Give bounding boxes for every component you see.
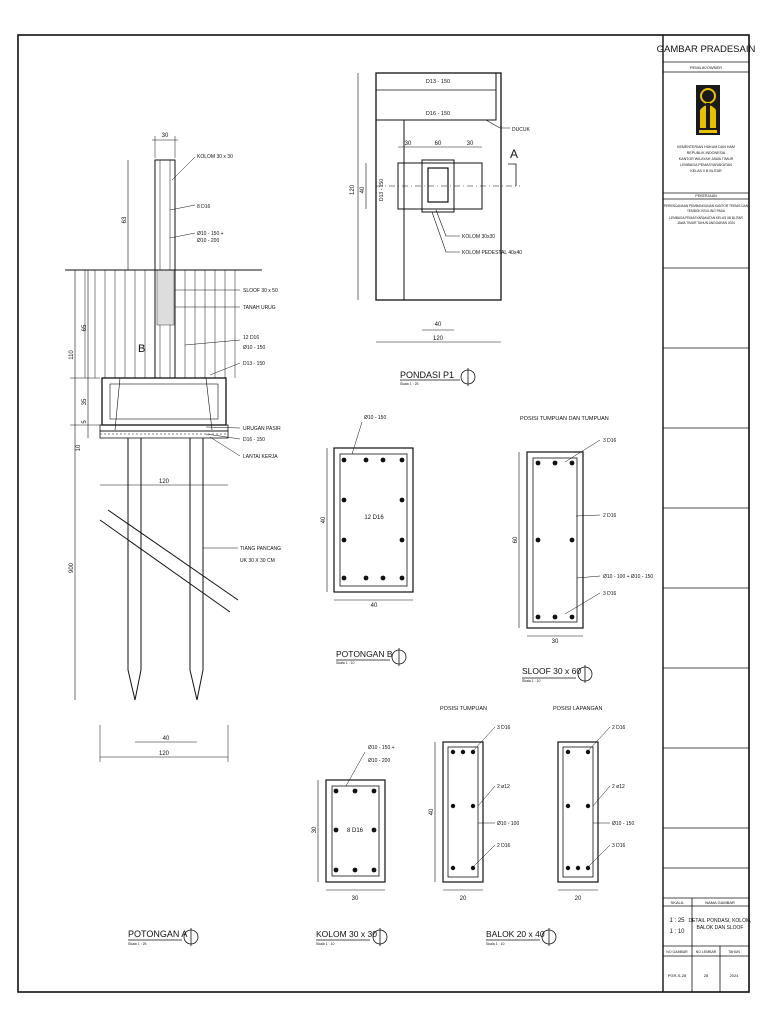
pa-dim-10: 10 xyxy=(76,444,82,452)
job-line-3: LEMBAGA PEMASYARAKATAN KELAS IIB BLITAR xyxy=(669,216,743,220)
balok-dim-w-lapangan: 20 xyxy=(574,896,582,902)
pa-lantai-label: LANTAI KERJA xyxy=(243,454,278,460)
sloof-scale: Skala 1 : 10 xyxy=(522,679,541,683)
balok-t-stirrup: Ø10 - 100 xyxy=(497,821,520,827)
pa-dim-110: 110 xyxy=(69,350,75,360)
balok-dim-h: 40 xyxy=(429,808,435,816)
sloof-dim-h: 60 xyxy=(513,536,519,544)
balok-l-mid: 2 ø12 xyxy=(612,784,625,790)
p1-pedestal-label: KOLOM PEDESTAL 40x40 xyxy=(462,250,523,256)
p1-section-mark: A xyxy=(510,147,519,161)
pa-tiang-2: UK 30 X 30 CM xyxy=(240,558,275,564)
sheet-no: 28 xyxy=(703,973,709,978)
p1-scale: Skala 1 : 25 xyxy=(400,382,419,386)
sheet-no-label: NO LEMBAR xyxy=(695,950,717,954)
balok-t-mid: 2 ø12 xyxy=(497,784,510,790)
pa-dim-120: 120 xyxy=(158,479,170,485)
kolom-dim-h: 30 xyxy=(312,826,318,834)
drawing-name-2: BALOK DAN SLOOF xyxy=(696,925,744,931)
balok-tumpuan-header: POSISI TUMPUAN xyxy=(440,706,487,712)
kolom-title: KOLOM 30 x 30 xyxy=(316,929,377,939)
p1-kolom-label: KOLOM 30x30 xyxy=(462,234,496,240)
pa-dim-63: 63 xyxy=(122,216,128,224)
pb-title: POTONGAN B xyxy=(336,649,393,659)
total: 2024 xyxy=(729,973,739,978)
pa-stirrup-2: Ø10 - 200 xyxy=(197,238,220,244)
drawing-name-1: DETAIL PONDASI, KOLOM, xyxy=(688,918,752,924)
pa-b-mark: B xyxy=(138,343,146,355)
p1-dim-30b: 30 xyxy=(466,141,474,147)
balok-l-stirrup: Ø10 - 150 xyxy=(612,821,635,827)
pa-stirrup-1: Ø10 - 150 + xyxy=(197,231,224,237)
sloof-top-label: 3 D16 xyxy=(603,438,617,444)
balok-title: BALOK 20 x 40 xyxy=(486,929,545,939)
kolom-stirrup-1: Ø10 - 150 + xyxy=(368,745,395,751)
balok-dim-w-tumpuan: 20 xyxy=(459,896,467,902)
title-block-title: GAMBAR PRADESAIN xyxy=(656,44,756,55)
kolom-stirrup-2: Ø10 - 200 xyxy=(368,758,391,764)
p1-dim-40b: 40 xyxy=(434,322,442,328)
job-line-4: JAWA TIMUR TAHUN ANGGARAN 2024 xyxy=(677,221,735,225)
drawing-name-label: NAMA GAMBAR xyxy=(705,900,735,905)
kolom-bars-label: 8 D16 xyxy=(346,828,364,834)
p1-dim-120b: 120 xyxy=(432,336,444,342)
pb-scale: Skala 1 : 10 xyxy=(336,661,355,665)
owner-line-4: LEMBAGA PEMASYARAKATAN xyxy=(680,163,732,167)
pa-12d16-label: 12 D16 xyxy=(243,335,260,341)
job-line-2: TEMBOK KELILING PADA xyxy=(686,209,726,213)
drawing-no-label: NO GAMBAR xyxy=(666,950,688,954)
pb-stirrup-label: Ø10 - 150 xyxy=(364,415,387,421)
sloof-mid-label: 2 D16 xyxy=(603,513,617,519)
scale-value-1: 1 : 25 xyxy=(669,918,685,924)
balok-t-bot: 2 D16 xyxy=(497,843,511,849)
pa-d13-label: D13 - 150 xyxy=(243,361,265,367)
drawing-no: PGR-S-28 xyxy=(667,973,687,978)
p1-ducuk-label: DUCUK xyxy=(512,127,530,133)
sloof-stirrup-label: Ø10 - 100 + Ø10 - 150 xyxy=(603,574,654,580)
pa-dim-top: 30 xyxy=(161,133,169,139)
pb-dim-h: 40 xyxy=(321,516,327,524)
sloof-title: SLOOF 30 x 60 xyxy=(522,666,582,676)
sloof-dim-w: 30 xyxy=(551,639,559,645)
p1-dim-40v: 40 xyxy=(360,186,366,194)
pa-pasir-label: URUGAN PASIR xyxy=(243,426,281,432)
pb-bars-label: 12 D16 xyxy=(364,515,384,521)
balok-l-bot: 3 D16 xyxy=(612,843,626,849)
pa-dim-120b: 120 xyxy=(158,751,170,757)
pa-kolom-label: KOLOM 30 x 30 xyxy=(197,154,233,160)
p1-dim-60: 60 xyxy=(434,141,442,147)
pb-dim-w: 40 xyxy=(370,603,378,609)
owner-line-1: KEMENTERIAN HUKUM DAN HAM xyxy=(677,145,735,149)
owner-line-5: KELAS II B BLITAR xyxy=(690,169,722,173)
pa-sloof-label: SLOOF 30 x 50 xyxy=(243,288,278,294)
pa-d16-150-label: D16 - 150 xyxy=(243,437,265,443)
balok-lapangan-header: POSISI LAPANGAN xyxy=(553,706,603,712)
job-label: PEKERJAAN xyxy=(695,194,717,198)
balok-l-top: 2 D16 xyxy=(612,725,626,731)
job-line-1: PERENCANAAN PEMBANGUNAN KANTOR TEKNIS DAN xyxy=(663,204,749,208)
pa-dim-65: 65 xyxy=(82,324,88,332)
balok-t-top: 3 D16 xyxy=(497,725,511,731)
p1-dim-120v: 120 xyxy=(350,184,356,196)
p1-dim-30a: 30 xyxy=(404,141,412,147)
ministry-logo xyxy=(696,85,720,135)
sloof-header: POSISI TUMPUAN DAN TUMPUAN xyxy=(520,416,609,422)
total-label: TAHUN xyxy=(728,950,740,954)
pa-dim-900: 900 xyxy=(69,562,75,574)
owner-line-2: REPUBLIK INDONESIA xyxy=(686,151,726,155)
sloof-bot-label: 3 D16 xyxy=(603,591,617,597)
pa-tiang-1: TIANG PANCANG xyxy=(240,546,282,552)
scale-value-2: 1 : 10 xyxy=(669,929,685,935)
p1-dim-side: D13 - 150 xyxy=(379,179,385,201)
owner-label: PEMILIK/OWNER xyxy=(689,65,723,70)
pa-scale: Skala 1 : 25 xyxy=(128,942,147,946)
pa-dim-40: 40 xyxy=(162,736,170,742)
pa-phi10-label: Ø10 - 150 xyxy=(243,345,266,351)
p1-d16-label: D16 - 150 xyxy=(425,111,451,117)
p1-d13-label: D13 - 150 xyxy=(425,79,451,85)
balok-scale: Skala 1 : 10 xyxy=(486,942,505,946)
scale-label: SKALA xyxy=(670,900,684,905)
kolom-scale: Skala 1 : 10 xyxy=(316,942,335,946)
pa-dim-35: 35 xyxy=(82,398,88,406)
p1-title: PONDASI P1 xyxy=(400,370,455,380)
pa-8d16-label: 8 D16 xyxy=(197,204,211,210)
pa-dim-5: 5 xyxy=(82,420,88,424)
kolom-dim-w: 30 xyxy=(351,896,359,902)
pa-title: POTONGAN A xyxy=(128,929,188,939)
pa-tanah-label: TANAH URUG xyxy=(243,305,276,311)
owner-line-3: KANTOR WILAYAH JAWA TIMUR xyxy=(678,157,734,161)
